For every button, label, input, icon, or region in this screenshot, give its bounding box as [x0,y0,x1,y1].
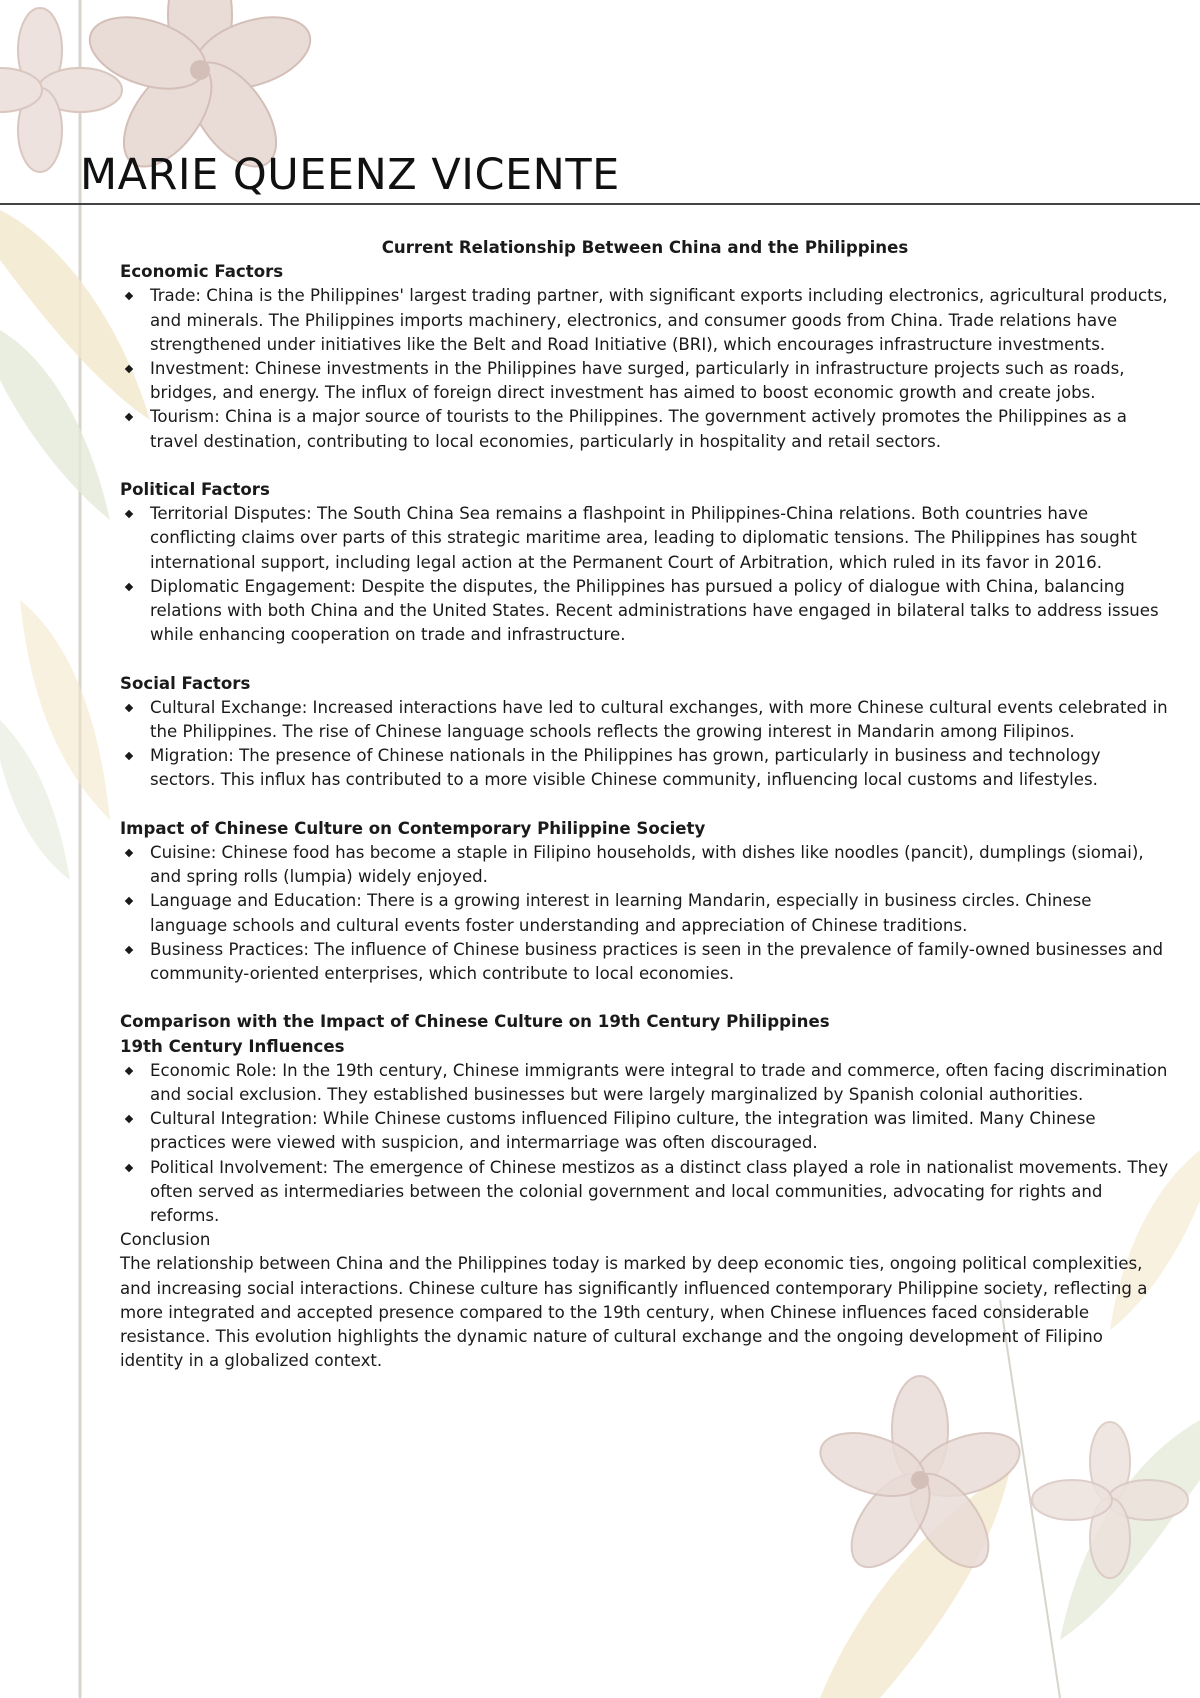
comparison-subheading: 19th Century Influences [120,1036,345,1056]
list-item: Cuisine: Chinese food has become a staple in Filipino households, with dishes like noodles (pancit), dumplings (siomai), and spring rolls (lumpia) widely enjoyed. [120,841,1170,889]
list-item: Tourism: China is a major source of tourists to the Philippines. The government actively promotes the Philippines as a travel destination, contributing to local economies, particularly in hospitality and retail sectors. [120,405,1170,453]
list-item: Business Practices: The influence of Chinese business practices is seen in the prevalence of family-owned businesses and community-oriented enterprises, which contribute to local economies. [120,938,1170,986]
comparison-list [120,1059,1170,1228]
list-item: Cultural Exchange: Increased interactions have led to cultural exchanges, with more Chinese cultural events celebrated in the Philippines. The rise of Chinese language schools reflects the growing interest in Mandarin among Filipinos. [120,696,1170,744]
political-factors-list [120,502,1170,647]
author-name: MARIE QUEENZ VICENTE [80,150,620,200]
document-title: Current Relationship Between China and the Philippines [381,238,909,257]
social-factors-list [120,696,1170,793]
economic-factors-list [120,284,1170,453]
impact-list [120,841,1170,986]
list-item: Language and Education: There is a growing interest in learning Mandarin, especially in business circles. Chinese language schools and cultural events foster understanding and appreciation of Chinese traditions. [120,889,1170,937]
social-factors-heading: Social Factors [120,673,251,693]
header-divider [0,203,1200,205]
comparison-heading: Comparison with the Impact of Chinese Culture on 19th Century Philippines [120,1012,830,1032]
conclusion-heading: Conclusion [120,1230,211,1250]
list-item: Migration: The presence of Chinese nationals in the Philippines has grown, particularly in business and technology sectors. This influx has contributed to a more visible Chinese community, influencing local customs and lifestyles. [120,744,1170,792]
conclusion-text: The relationship between China and the Philippines today is marked by deep economic ties, ongoing political complexities, and increasing social interactions. Chinese culture has significantly influenced contemporary Philippine society, reflecting a more integrated and accepted presence compared to the 19th century, when Chinese influences faced considerable resistance. This evolution highlights the dynamic nature of cultural exchange and the ongoing development of Filipino identity in a globalized context. [120,1254,1148,1371]
list-item: Economic Role: In the 19th century, Chinese immigrants were integral to trade and commerce, often facing discrimination and social exclusion. They established businesses but were largely marginalized by Spanish colonial authorities. [120,1059,1170,1107]
list-item: Investment: Chinese investments in the Philippines have surged, particularly in infrastructure projects such as roads, bridges, and energy. The influx of foreign direct investment has aimed to boost economic growth and create jobs. [120,357,1170,405]
political-factors-heading: Political Factors [120,480,270,500]
list-item: Cultural Integration: While Chinese customs influenced Filipino culture, the integration was limited. Many Chinese practices were viewed with suspicion, and intermarriage was often discouraged. [120,1107,1170,1155]
impact-heading: Impact of Chinese Culture on Contemporary Philippine Society [120,818,706,838]
list-item: Diplomatic Engagement: Despite the disputes, the Philippines has pursued a policy of dialogue with China, balancing relations with both China and the United States. Recent administrations have engaged in bilateral talks to address issues while enhancing cooperation on trade and infrastructure. [120,575,1170,648]
document-body [120,236,1170,1373]
list-item: Territorial Disputes: The South China Sea remains a flashpoint in Philippines-China relations. Both countries have conflicting claims over parts of this strategic maritime area, leading to diplomatic tensions. The Philippines has sought international support, including legal action at the Permanent Court of Arbitration, which ruled in its favor in 2016. [120,502,1170,575]
list-item: Trade: China is the Philippines' largest trading partner, with significant exports including electronics, agricultural products, and minerals. The Philippines imports machinery, electronics, and consumer goods from China. Trade relations have strengthened under initiatives like the Belt and Road Initiative (BRI), which encourages infrastructure investments. [120,284,1170,357]
economic-factors-heading: Economic Factors [120,262,284,282]
list-item: Political Involvement: The emergence of Chinese mestizos as a distinct class played a role in nationalist movements. They often served as intermediaries between the colonial government and local communities, advocating for rights and reforms. [120,1156,1170,1229]
